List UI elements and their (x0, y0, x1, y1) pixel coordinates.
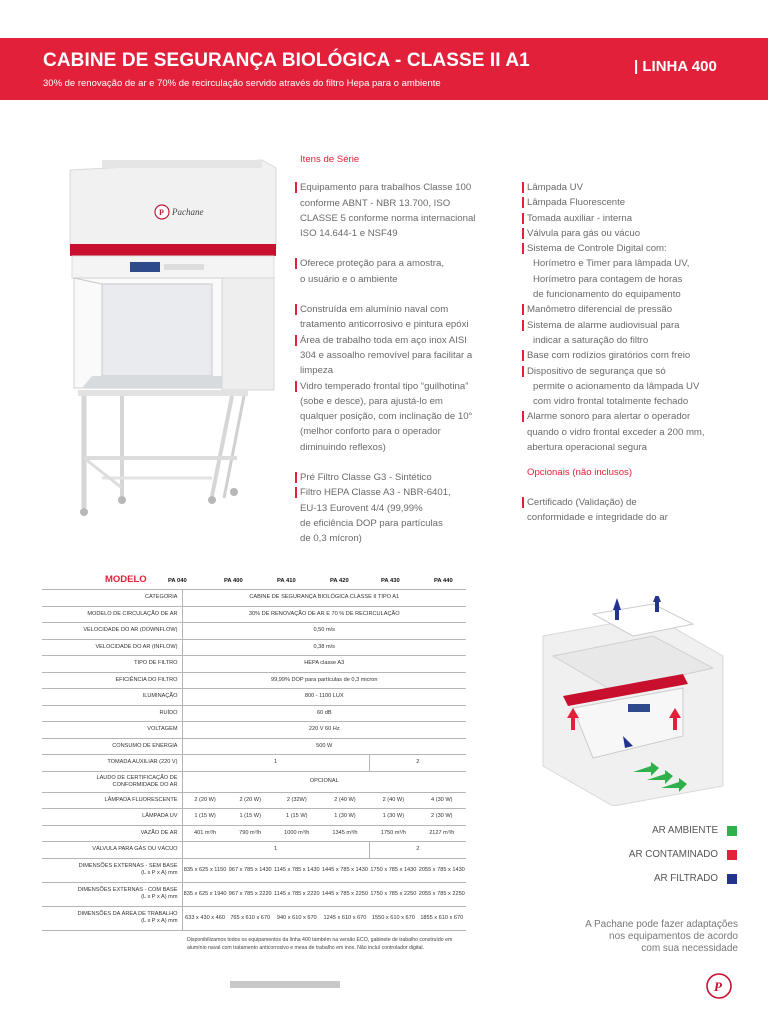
list-item: o usuário e o ambiente (300, 273, 398, 285)
list-item: Equipamento para trabalhos Classe 100 (300, 180, 500, 195)
list-item: diminuindo reflexos) (300, 441, 386, 453)
list-item: Válvula para gás ou vácuo (527, 226, 742, 241)
list-item: Horímetro para contagem de horas (533, 273, 683, 285)
table-row: ILUMINAÇÃO 800 - 1100 LUX (42, 689, 466, 706)
list-item: Sistema de alarme audiovisual para (527, 318, 742, 333)
page-title: CABINE DE SEGURANÇA BIOLÓGICA - CLASSE II A1 (43, 50, 530, 71)
standard-items-column (300, 152, 500, 547)
legend-item: AR AMBIENTE (600, 825, 718, 836)
brand-logo (155, 205, 204, 219)
list-item: Base com rodízios giratórios com freio (527, 348, 742, 363)
model-name: PA 430 (381, 578, 400, 584)
airflow-diagram (533, 596, 733, 806)
list-item: conformidade e integridade do ar (527, 511, 668, 523)
brand-name: Pachane (172, 207, 204, 217)
model-header-row (42, 574, 466, 589)
list-item: de eficiência DOP para partículas (300, 517, 443, 529)
table-row: CONSUMO DE ENERGIA 500 W (42, 738, 466, 755)
list-item: qualquer posição, com inclinação de 10° (300, 411, 473, 423)
list-item: CLASSE 5 conforme norma internacional (300, 212, 476, 224)
list-item: Certificado (Validação) de (527, 495, 742, 510)
list-item: limpeza (300, 365, 334, 377)
standard-items-column-2 (527, 180, 742, 525)
list-item: Pré Filtro Classe G3 - Sintético (300, 470, 500, 485)
list-item: Lâmpada Fluorescente (527, 195, 742, 210)
table-row: LÂMPADA FLUORESCENTE 2 (20 W) 2 (20 W) 2 (32W) 2 (40 W) 2 (40 W) 4 (30 W) (42, 792, 466, 809)
legend-swatch-blue (727, 874, 737, 884)
list-item: Tomada auxiliar - interna (527, 211, 742, 226)
table-row: CATEGORIA CABINE DE SEGURANÇA BIOLÓGICA CLASSE II TIPO A1 (42, 590, 466, 607)
svg-text:P: P (159, 208, 164, 217)
table-footnote: Disponibilizamos todos os equipamentos da linha 400 também na versão ECO, gabinete de trabalho construído em alumínio naval com tratamento anticorrosivo e mesa de trabalho em inox. Não incluí controlador digital. (187, 937, 453, 951)
list-item: com vidro frontal totalmente fechado (533, 396, 689, 408)
page-indicator-bar (230, 981, 340, 988)
list-item: Filtro HEPA Classe A3 - NBR-6401, (300, 485, 500, 500)
model-name: PA 410 (277, 578, 296, 584)
legend-item: AR FILTRADO (600, 873, 718, 884)
list-item: abertura operacional segura (527, 442, 648, 454)
table-row: DIMENSÕES DA ÁREA DE TRABALHO (L x P x A) mm 633 x 430 x 460 765 x 610 x 670 940 x 610 x 670 1245 x 610 x 670 1550 x 610 x 670 1855 x 610 x 670 (42, 906, 466, 930)
table-row: TOMADA AUXILIAR (220 V) 1 2 (42, 755, 466, 772)
header-banner (0, 38, 768, 100)
model-label: MODELO (105, 574, 147, 585)
table-row: LÂMPADA UV 1 (15 W) 1 (15 W) 1 (15 W) 1 (30 W) 1 (30 W) 2 (30 W) (42, 809, 466, 826)
list-item: Manômetro diferencial de pressão (527, 302, 742, 317)
list-item: quando o vidro frontal exceder a 200 mm, (527, 426, 705, 438)
list-item: indicar a saturação do filtro (533, 334, 649, 346)
legend-swatch-green (727, 826, 737, 836)
list-item: permite o acionamento da lâmpada UV (533, 380, 700, 392)
table-row: VOLTAGEM 220 V 60 Hz (42, 722, 466, 739)
svg-text:P: P (714, 979, 722, 994)
list-item: EU-13 Eurovent 4/4 (99,99% (300, 502, 423, 514)
model-name: PA 040 (168, 578, 187, 584)
model-name: PA 400 (224, 578, 243, 584)
legend-item: AR CONTAMINADO (600, 849, 718, 860)
list-item: Construída em alumínio naval com (300, 302, 500, 317)
list-item: Oferece proteção para a amostra, (300, 256, 500, 271)
table-row: VAZÃO DE AR 401 m³/h 790 m³/h 1000 m³/h 1345 m³/h 1750 m³/h 2127 m³/h (42, 825, 466, 842)
table-row: TIPO DE FILTRO HEPA classe A3 (42, 656, 466, 673)
list-item: de 0,3 mícron) (300, 533, 362, 545)
list-item: conforme ABNT - NBR 13.700, ISO (300, 197, 451, 209)
table-row: VÁLVULA PARA GÁS OU VÁCUO 1 2 (42, 842, 466, 859)
specifications-table (42, 574, 466, 931)
list-item: (sobe e desce), para ajustá-lo em (300, 395, 443, 407)
list-item: Sistema de Controle Digital com: (527, 241, 742, 256)
optional-items-heading: Opcionais (não inclusos) (527, 467, 633, 479)
table-row: VELOCIDADE DO AR (DOWNFLOW) 0,50 m/s (42, 623, 466, 640)
list-item: tratamento anticorrosivo e pintura epóxi (300, 319, 469, 331)
list-item: Dispositivo de segurança que só (527, 364, 742, 379)
model-name: PA 440 (434, 578, 453, 584)
model-name: PA 420 (330, 578, 349, 584)
page-subtitle: 30% de renovação de ar e 70% de recirculação servido através do filtro Hepa para o ambiente (43, 78, 441, 89)
list-item: Vidro temperado frontal tipo “guilhotina” (300, 379, 500, 394)
list-item: 304 e assoalho removível para facilitar a (300, 349, 473, 361)
list-item: (melhor conforto para o operador (300, 426, 441, 438)
pachane-logo-icon (705, 972, 733, 1000)
product-line-label: | LINHA 400 (634, 58, 717, 75)
table-row: LAUDO DE CERTIFICAÇÃO DE CONFORMIDADE DO AR OPCIONAL (42, 771, 466, 792)
list-item: Alarme sonoro para alertar o operador (527, 409, 742, 424)
list-item: de funcionamento do equipamento (533, 289, 681, 301)
list-item: Área de trabalho toda em aço inox AISI (300, 333, 500, 348)
customization-note: A Pachane pode fazer adaptações nos equipamentos de acordo com sua necessidade (585, 919, 738, 954)
list-item: Lâmpada UV (527, 180, 742, 195)
table-row: VELOCIDADE DO AR (INFLOW) 0,38 m/s (42, 639, 466, 656)
list-item: ISO 14.644-1 e NSF49 (300, 228, 398, 240)
table-row: DIMENSÕES EXTERNAS - SEM BASE (L x P x A) mm 835 x 625 x 1150 967 x 785 x 1430 1145 x 785 x 1430 1445 x 785 x 1430 1750 x 785 x 1430 2055 x 785 x 1430 (42, 858, 466, 882)
table-row: EFICIÊNCIA DO FILTRO 99,99% DOP para partículas de 0,3 micron (42, 672, 466, 689)
table-row: RUÍDO 60 dB (42, 705, 466, 722)
legend-swatch-red (727, 850, 737, 860)
table-row: DIMENSÕES EXTERNAS - COM BASE (L x P x A) mm 835 x 625 x 1940 967 x 785 x 2220 1145 x 785 x 2220 1445 x 785 x 2250 1750 x 785 x 2250 2055 x 785 x 2250 (42, 882, 466, 906)
table-row: MODELO DE CIRCULAÇÃO DE AR 30% DE RENOVAÇÃO DE AR E 70 % DE RECIRCULAÇÃO (42, 606, 466, 623)
list-item: Horímetro e Timer para lâmpada UV, (533, 258, 690, 270)
standard-items-heading: Itens de Série (300, 154, 360, 165)
cabinet-product-image (62, 158, 284, 518)
